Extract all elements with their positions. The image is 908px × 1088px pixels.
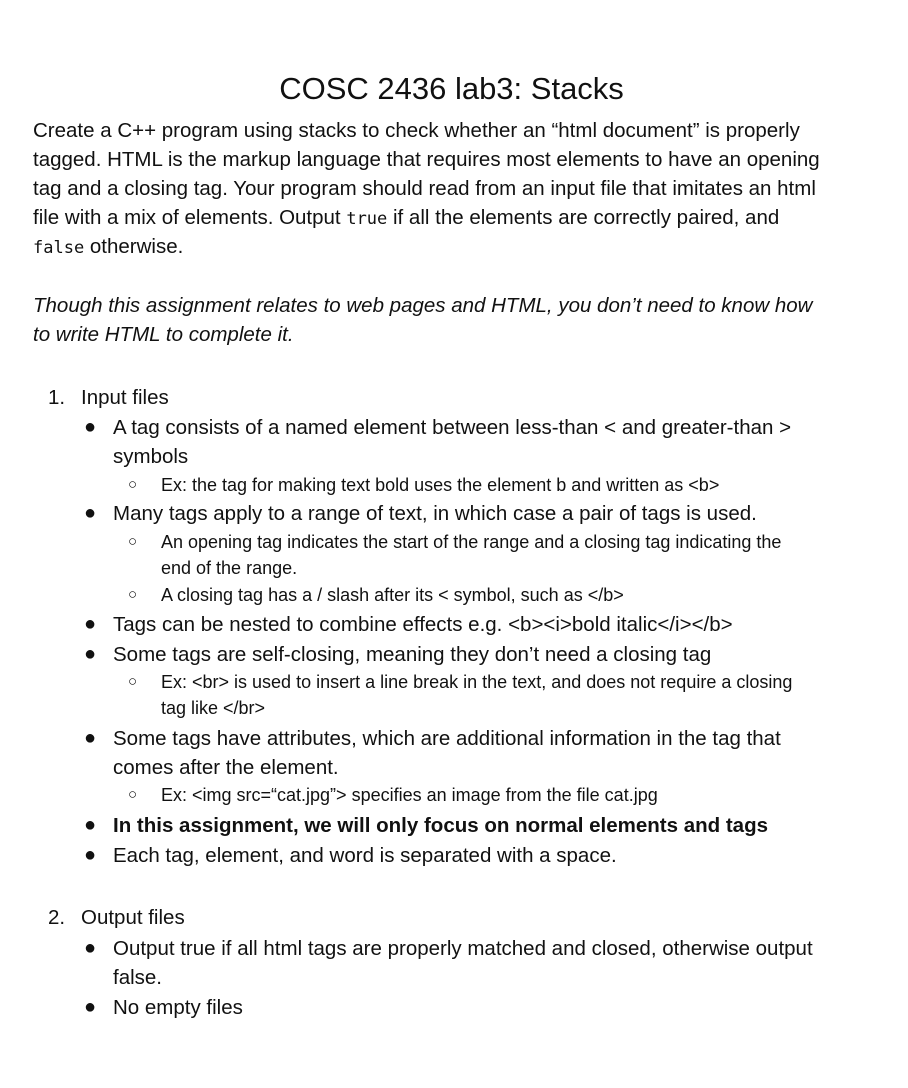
bullet-icon: ●	[84, 416, 97, 438]
section-1-number: 1.	[48, 386, 66, 409]
s2-b1-line-2: false.	[113, 966, 162, 989]
section-2-number: 2.	[48, 906, 66, 929]
s1-b5-line-2: comes after the element.	[113, 756, 339, 779]
intro-line-4	[33, 203, 779, 234]
bullet-icon: ●	[84, 844, 97, 866]
s1-b4: Some tags are self-closing, meaning they don’t need a closing tag	[113, 643, 712, 666]
s1-b1-sub-1: Ex: the tag for making text bold uses the element b and written as <b>	[161, 475, 720, 495]
sub-bullet-icon: ○	[128, 786, 138, 803]
bullet-icon: ●	[84, 937, 97, 959]
bullet-icon: ●	[84, 613, 97, 635]
intro-line-5	[33, 232, 183, 263]
s1-b3: Tags can be nested to combine effects e.g. <b><i>bold italic</i></b>	[113, 613, 733, 636]
bullet-icon: ●	[84, 727, 97, 749]
s1-b2: Many tags apply to a range of text, in which case a pair of tags is used.	[113, 502, 757, 525]
s1-b5-sub-1: Ex: <img src=“cat.jpg”> specifies an image from the file cat.jpg	[161, 785, 658, 805]
intro-line-4-pre: file with a mix of elements. Output	[33, 206, 347, 229]
s2-b2: No empty files	[113, 996, 243, 1019]
s1-b2-sub-2: A closing tag has a / slash after its < symbol, such as </b>	[161, 585, 624, 605]
section-2-heading: Output files	[81, 906, 185, 929]
sub-bullet-icon: ○	[128, 673, 138, 690]
intro-line-4-post: if all the elements are correctly paired, and	[387, 206, 780, 229]
code-false: false	[33, 238, 85, 258]
bullet-icon: ●	[84, 814, 97, 836]
s1-b1-line-2: symbols	[113, 445, 189, 468]
intro-line-3: tag and a closing tag. Your program should read from an input file that imitates an html	[33, 177, 816, 200]
sub-bullet-icon: ○	[128, 586, 138, 603]
section-1-heading: Input files	[81, 386, 169, 409]
sub-bullet-icon: ○	[128, 476, 138, 493]
s1-b5-line-1: Some tags have attributes, which are additional information in the tag that	[113, 727, 781, 750]
s1-b6-bold: In this assignment, we will only focus on normal elements and tags	[113, 814, 768, 837]
bullet-icon: ●	[84, 502, 97, 524]
bullet-icon: ●	[84, 996, 97, 1018]
code-true: true	[346, 209, 388, 229]
intro-line-1: Create a C++ program using stacks to check whether an “html document” is properly	[33, 119, 800, 142]
page-title: COSC 2436 lab3: Stacks	[279, 71, 624, 106]
note-line-1: Though this assignment relates to web pages and HTML, you don’t need to know how	[33, 294, 813, 317]
sub-bullet-icon: ○	[128, 533, 138, 550]
s1-b4-sub-1-line-1: Ex: <br> is used to insert a line break in the text, and does not require a closing	[161, 672, 793, 692]
intro-line-2: tagged. HTML is the markup language that requires most elements to have an opening	[33, 148, 820, 171]
s1-b4-sub-1-line-2: tag like </br>	[161, 698, 266, 718]
intro-line-5-post: otherwise.	[84, 235, 184, 258]
note-line-2: to write HTML to complete it.	[33, 323, 294, 346]
s1-b7: Each tag, element, and word is separated with a space.	[113, 844, 617, 867]
s1-b2-sub-1-line-1: An opening tag indicates the start of the range and a closing tag indicating the	[161, 532, 782, 552]
bullet-icon: ●	[84, 643, 97, 665]
s2-b1-line-1: Output true if all html tags are properly matched and closed, otherwise output	[113, 937, 813, 960]
s1-b1-line-1: A tag consists of a named element between less-than < and greater-than >	[113, 416, 792, 439]
s1-b2-sub-1-line-2: end of the range.	[161, 558, 298, 578]
